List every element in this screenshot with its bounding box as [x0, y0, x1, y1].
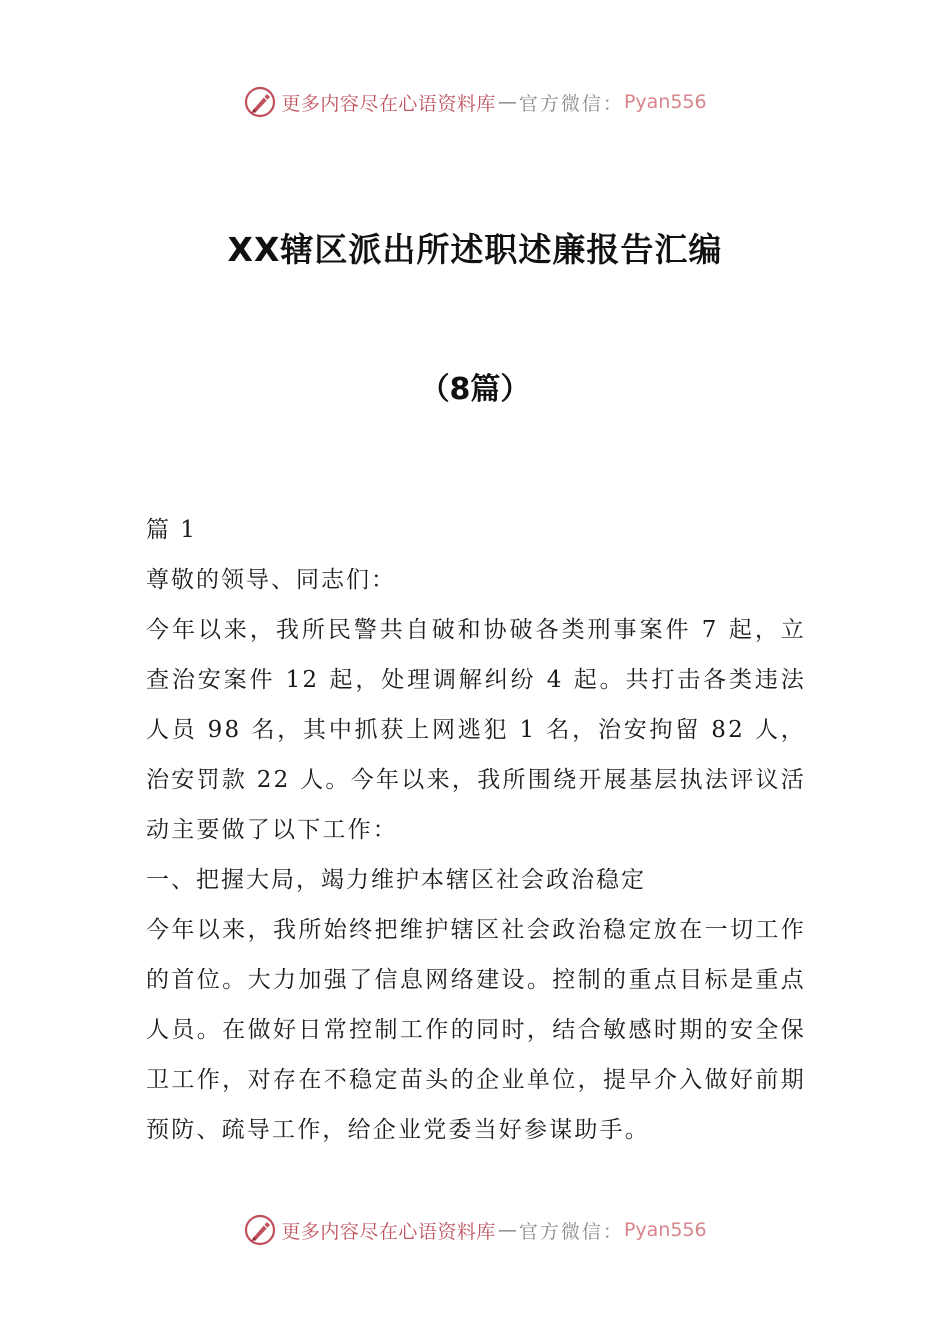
watermark-brand: 更多内容尽在心语资料库 — [281, 92, 496, 115]
watermark-wechat-id: Pyan556 — [623, 91, 707, 113]
document-subtitle: （8篇） — [419, 372, 531, 407]
watermark-label: 官方微信： — [518, 1220, 624, 1243]
paragraph-stability: 今年以来，我所始终把维护辖区社会政治稳定放在一切工作的首位。大力加强了信息网络建设。控制的重点目标是重点人员。在做好日常控制工作的同时，结合敏感时期的安全保卫工作，对存在不稳定苗头的企业单位，提早介入做好前期预防、疏导工作，给企业党委当好参谋助手。 — [146, 917, 806, 1143]
quill-pen-icon — [243, 85, 277, 119]
watermark-header — [0, 82, 950, 122]
chapter-label: 篇 1 — [146, 517, 197, 543]
watermark-footer — [0, 1210, 950, 1250]
quill-pen-icon — [243, 1213, 277, 1247]
watermark-label: 官方微信： — [518, 92, 624, 115]
watermark-separator: — — [497, 91, 517, 113]
watermark-brand: 更多内容尽在心语资料库 — [281, 1220, 496, 1243]
paragraph-summary: 今年以来，我所民警共自破和协破各类刑事案件 7 起，立查治安案件 12 起，处理调解纠纷 4 起。共打击各类违法人员 98 名，其中抓获上网逃犯 1 名，治安拘留 82 人，治安罚款 22 人。今年以来，我所围绕开展基层执法评议活动主要做了以下工作： — [146, 617, 806, 843]
salutation: 尊敬的领导、同志们： — [146, 567, 396, 593]
watermark-separator: — — [497, 1219, 517, 1241]
section-heading: 一、把握大局，竭力维护本辖区社会政治稳定 — [146, 867, 646, 893]
watermark-wechat-id: Pyan556 — [623, 1219, 707, 1241]
document-body — [146, 505, 806, 1155]
document-title: XX辖区派出所述职述廉报告汇编 — [227, 230, 723, 269]
